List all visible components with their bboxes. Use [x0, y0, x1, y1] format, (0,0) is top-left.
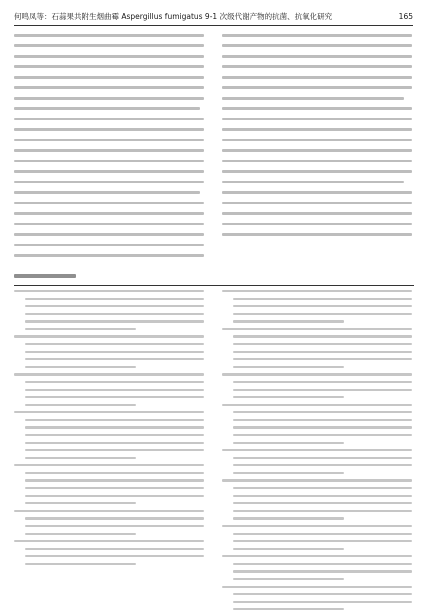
body-text-line [222, 44, 412, 47]
reference-entry [14, 290, 204, 330]
reference-entry [14, 373, 204, 406]
reference-text-line [222, 525, 412, 527]
reference-text-line [233, 457, 412, 459]
reference-text-line [25, 449, 204, 451]
reference-text-line [233, 411, 412, 413]
page-header [14, 10, 413, 24]
reference-text-line [233, 540, 412, 542]
body-text-line [222, 55, 412, 58]
reference-text-line [233, 570, 412, 572]
body-text-line [222, 191, 412, 194]
body-text-line [14, 55, 204, 58]
reference-text-line [25, 366, 135, 368]
reference-entry [14, 540, 204, 565]
reference-text-line [233, 335, 412, 337]
body-text-line [14, 139, 204, 142]
reference-text-line [233, 563, 412, 565]
reference-text-line [14, 510, 204, 512]
reference-text-line [233, 313, 412, 315]
reference-text-line [233, 464, 412, 466]
body-text-line [222, 34, 412, 37]
body-text-line [222, 170, 412, 173]
reference-entry [222, 328, 412, 368]
reference-entry [14, 464, 204, 504]
body-text-line [14, 97, 204, 100]
reference-text-line [222, 290, 412, 292]
reference-text-line [233, 320, 343, 322]
reference-entry [14, 335, 204, 368]
body-text-line [222, 65, 412, 68]
reference-text-line [233, 305, 412, 307]
reference-text-line [25, 442, 204, 444]
body-text-line [222, 181, 404, 184]
references-left-column [14, 290, 204, 570]
reference-entry [14, 510, 204, 535]
header-rule [14, 25, 413, 26]
body-text-line [222, 76, 412, 79]
body-text-line [14, 212, 204, 215]
reference-text-line [222, 328, 412, 330]
reference-text-line [233, 358, 412, 360]
reference-text-line [25, 351, 204, 353]
body-text-line [14, 160, 204, 163]
reference-text-line [25, 555, 204, 557]
body-text-line [14, 223, 204, 226]
reference-text-line [25, 343, 204, 345]
reference-text-line [233, 343, 412, 345]
reference-text-line [25, 502, 135, 504]
reference-text-line [233, 351, 412, 353]
reference-text-line [233, 389, 412, 391]
reference-text-line [233, 472, 343, 474]
reference-text-line [25, 313, 204, 315]
reference-text-line [25, 487, 204, 489]
reference-text-line [233, 593, 412, 595]
reference-text-line [233, 419, 412, 421]
reference-text-line [233, 548, 343, 550]
body-text-line [222, 86, 412, 89]
reference-text-line [25, 358, 204, 360]
reference-text-line [25, 525, 204, 527]
reference-text-line [233, 396, 343, 398]
body-text-line [222, 139, 412, 142]
reference-text-line [14, 373, 204, 375]
reference-text-line [233, 533, 412, 535]
reference-text-line [25, 533, 135, 535]
reference-entry [222, 525, 412, 550]
reference-text-line [14, 335, 204, 337]
left-column-body [14, 34, 204, 266]
body-text-line [14, 76, 204, 79]
body-text-line [222, 149, 412, 152]
reference-text-line [233, 442, 343, 444]
reference-text-line [233, 298, 412, 300]
body-text-line [14, 34, 204, 37]
body-text-line [222, 223, 412, 226]
body-text-line [14, 86, 204, 89]
references-section [14, 268, 414, 284]
reference-entry [222, 404, 412, 444]
reference-text-line [222, 373, 412, 375]
body-text-line [14, 170, 204, 173]
reference-entry [222, 555, 412, 580]
body-text-line [222, 118, 412, 121]
body-text-line [222, 128, 412, 131]
reference-text-line [233, 601, 412, 603]
reference-text-line [233, 495, 412, 497]
body-text-line [222, 160, 412, 163]
reference-text-line [25, 381, 204, 383]
reference-text-line [25, 328, 135, 330]
reference-text-line [25, 389, 204, 391]
reference-entry [222, 373, 412, 398]
reference-text-line [233, 366, 343, 368]
reference-entry [14, 411, 204, 459]
reference-text-line [25, 320, 204, 322]
reference-entry [222, 479, 412, 519]
reference-text-line [14, 411, 204, 413]
body-text-line [14, 233, 204, 236]
reference-text-line [14, 290, 204, 292]
reference-text-line [25, 472, 204, 474]
reference-text-line [233, 434, 412, 436]
reference-text-line [233, 502, 412, 504]
reference-text-line [233, 517, 343, 519]
body-text-line [14, 181, 204, 184]
reference-text-line [233, 487, 412, 489]
body-text-line [14, 128, 204, 131]
reference-text-line [222, 586, 412, 588]
reference-entry [222, 586, 412, 611]
body-text-line [14, 202, 204, 205]
reference-text-line [25, 457, 135, 459]
reference-text-line [233, 381, 412, 383]
reference-text-line [233, 510, 412, 512]
reference-text-line [25, 305, 204, 307]
body-text-line [14, 65, 204, 68]
reference-text-line [25, 419, 204, 421]
body-text-line [14, 149, 204, 152]
reference-text-line [25, 426, 204, 428]
reference-text-line [25, 548, 204, 550]
reference-text-line [25, 298, 204, 300]
body-text-line [222, 107, 412, 110]
body-text-line [14, 191, 200, 194]
reference-text-line [25, 495, 204, 497]
reference-text-line [25, 563, 135, 565]
body-text-line [14, 244, 204, 247]
running-title: 何鸣凤等：石蒜果共附生烟曲霉 Aspergillus fumigatus 9-1 次级代谢产物的抗菌、抗氧化研究 [14, 12, 333, 21]
reference-text-line [222, 404, 412, 406]
reference-text-line [25, 517, 204, 519]
reference-text-line [25, 404, 135, 406]
body-text-line [14, 107, 200, 110]
body-text-line [14, 254, 204, 257]
body-text-line [14, 44, 204, 47]
body-text-line [14, 118, 204, 121]
reference-text-line [222, 555, 412, 557]
body-text-line [222, 233, 412, 236]
reference-text-line [14, 464, 204, 466]
references-rule [14, 285, 414, 286]
reference-text-line [233, 426, 412, 428]
reference-entry [222, 290, 412, 323]
reference-text-line [25, 434, 204, 436]
body-text-line [222, 202, 412, 205]
reference-text-line [25, 396, 204, 398]
references-heading [14, 274, 76, 278]
body-text-line [222, 97, 404, 100]
right-column-body [222, 34, 412, 242]
reference-entry [222, 449, 412, 474]
references-right-column [222, 290, 412, 616]
body-text-line [222, 212, 412, 215]
reference-text-line [233, 578, 343, 580]
page-number: 165 [398, 12, 413, 21]
reference-text-line [233, 608, 343, 610]
reference-text-line [222, 449, 412, 451]
reference-text-line [14, 540, 204, 542]
reference-text-line [222, 479, 412, 481]
reference-text-line [25, 479, 204, 481]
